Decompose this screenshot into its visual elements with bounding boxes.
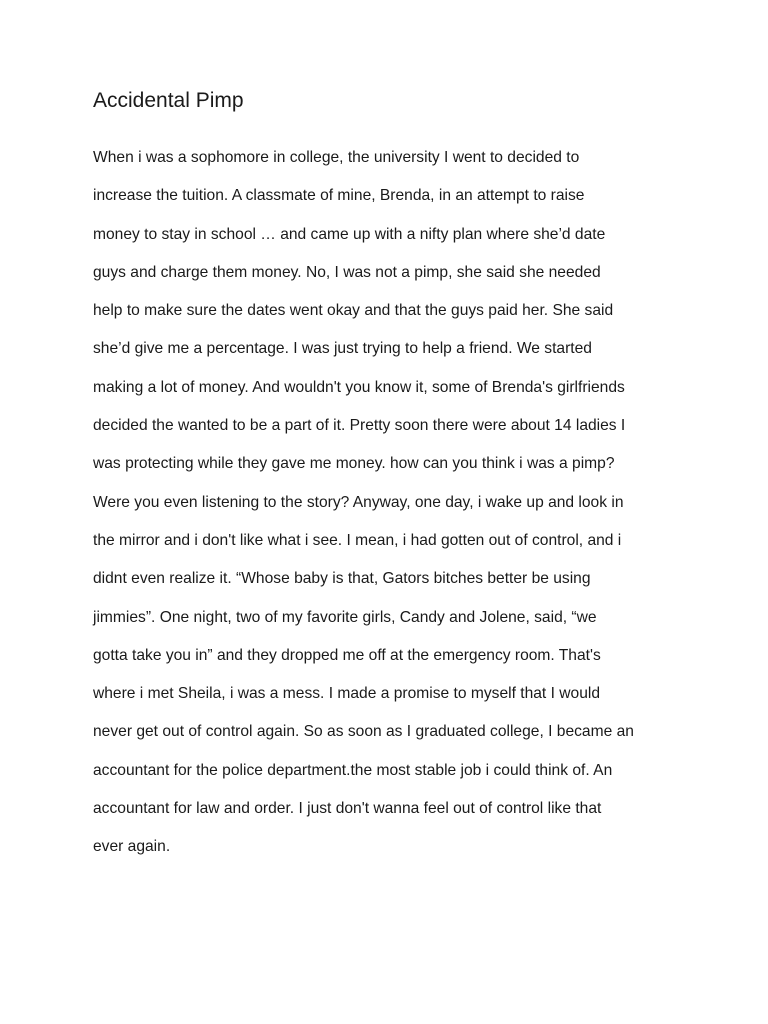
body-line: didnt even realize it. “Whose baby is that, Gators bitches better be using [93,570,591,588]
body-line: accountant for law and order. I just don't wanna feel out of control like that [93,800,602,818]
body-line: Were you even listening to the story? Anyway, one day, i wake up and look in [93,493,624,511]
body-line: she’d give me a percentage. I was just trying to help a friend. We started [93,340,592,358]
body-line: jimmies”. One night, two of my favorite girls, Candy and Jolene, said, “we [93,608,597,626]
body-line: was protecting while they gave me money. how can you think i was a pimp? [93,455,615,473]
body-line: When i was a sophomore in college, the university I went to decided to [93,149,580,166]
body-line: making a lot of money. And wouldn't you know it, some of Brenda's girlfriends [93,378,625,396]
body-line: increase the tuition. A classmate of mine, Brenda, in an attempt to raise [93,187,585,205]
document-title: Accidental Pimp [93,89,244,112]
body-line: where i met Sheila, i was a mess. I made a promise to myself that I would [93,685,601,703]
body-line: ever again. [93,838,171,856]
body-line: gotta take you in” and they dropped me off at the emergency room. That's [93,646,601,664]
body-line: accountant for the police department.the most stable job i could think of. An [93,761,613,779]
document-body [93,139,693,867]
body-line: never get out of control again. So as soon as I graduated college, I became an [93,723,634,741]
body-line: help to make sure the dates went okay and that the guys paid her. She said [93,302,614,320]
body-line: money to stay in school … and came up with a nifty plan where she’d date [93,225,606,243]
body-line: the mirror and i don't like what i see. I mean, i had gotten out of control, and i [93,531,622,549]
body-line: guys and charge them money. No, I was not a pimp, she said she needed [93,263,601,281]
body-line: decided the wanted to be a part of it. Pretty soon there were about 14 ladies I [93,417,626,435]
